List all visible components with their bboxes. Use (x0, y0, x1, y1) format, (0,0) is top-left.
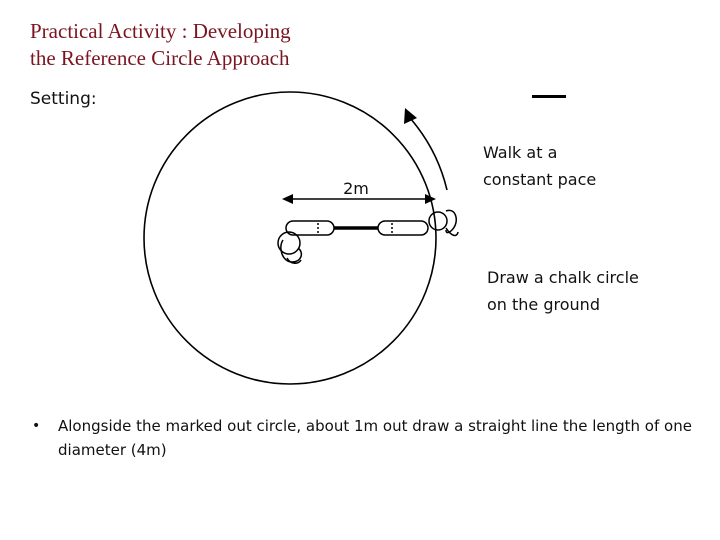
bullet-text: Alongside the marked out circle, about 1m out draw a straight line the length of one diameter (4m) (58, 417, 692, 459)
title-line-2: the Reference Circle Approach (30, 46, 290, 70)
walk-label-line-2: constant pace (483, 170, 597, 189)
chalk-circle-label (487, 264, 639, 318)
bullet-item (32, 414, 707, 462)
bullet-dot-icon: • (32, 418, 41, 434)
setting-heading: Setting: (30, 89, 97, 109)
radius-label: 2m (343, 179, 369, 198)
walk-direction-arrow (404, 108, 447, 190)
walking-person-figure (378, 210, 458, 235)
walk-label (483, 139, 596, 193)
walk-label-line-1: Walk at a (483, 143, 558, 162)
title-line-1: Practical Activity : Developing (30, 19, 291, 43)
centre-person-figure (278, 221, 334, 263)
chalk-label-line-1: Draw a chalk circle (487, 268, 639, 287)
chalk-label-line-2: on the ground (487, 295, 600, 314)
chalk-circle (144, 92, 436, 384)
